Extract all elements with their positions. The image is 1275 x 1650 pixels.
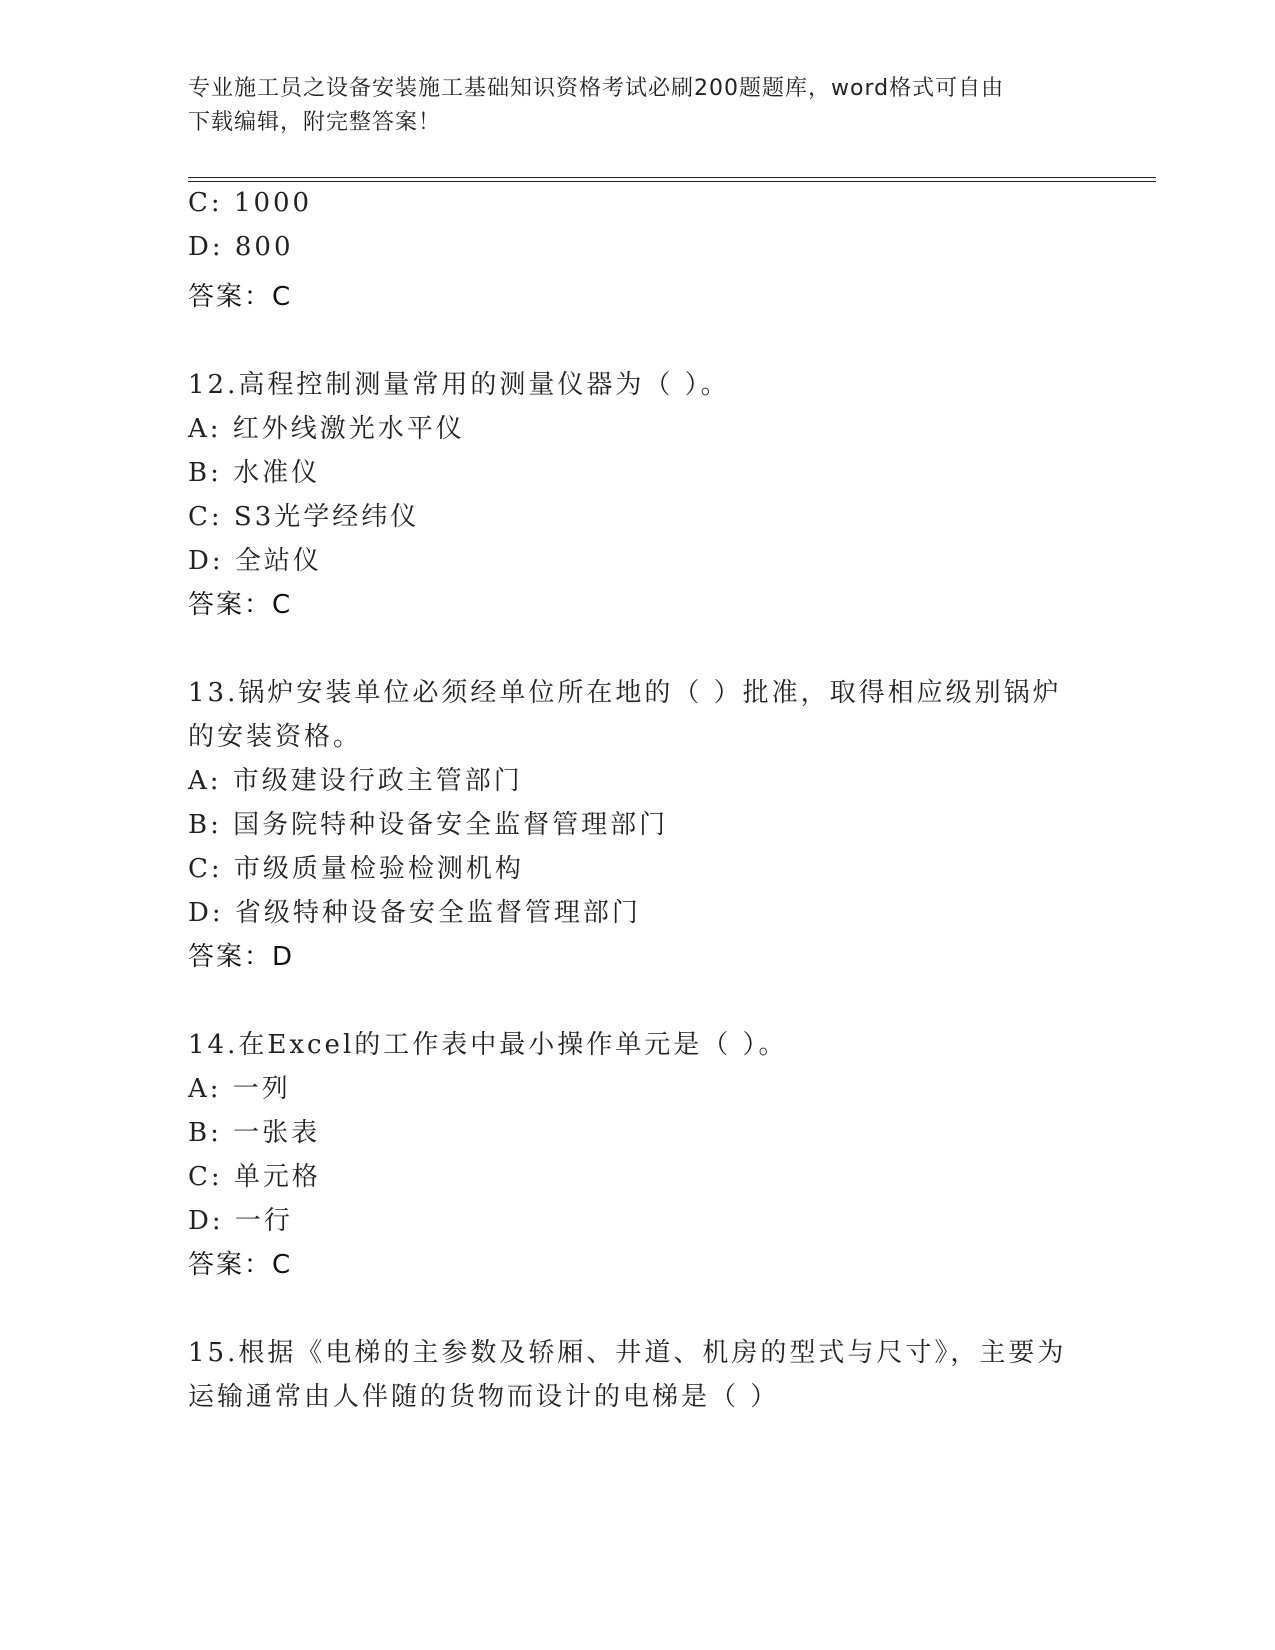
q12-option-d: D: 全站仪 xyxy=(188,546,322,576)
q13-answer: 答案：D xyxy=(188,942,295,972)
header-divider-bottom xyxy=(188,181,1156,182)
q14-option-b: B: 一张表 xyxy=(188,1118,321,1148)
q13-option-c: C: 市级质量检验检测机构 xyxy=(188,854,524,884)
q14-option-d: D: 一行 xyxy=(188,1206,293,1236)
prev-option-d: D: 800 xyxy=(188,232,294,262)
q12-option-a: A: 红外线激光水平仪 xyxy=(188,414,465,444)
q13-stem-line-1: 13.锅炉安装单位必须经单位所在地的（ ）批准，取得相应级别锅炉 xyxy=(188,678,1062,708)
q13-option-b: B: 国务院特种设备安全监督管理部门 xyxy=(188,810,669,840)
q14-option-a: A: 一列 xyxy=(188,1074,291,1104)
q13-stem-line-2: 的安装资格。 xyxy=(188,722,363,752)
header-title-line-2: 下载编辑，附完整答案！ xyxy=(188,110,442,135)
q14-option-c: C: 单元格 xyxy=(188,1162,321,1192)
q15-stem-line-1: 15.根据《电梯的主参数及轿厢、井道、机房的型式与尺寸》，主要为 xyxy=(188,1338,1067,1368)
q13-option-d: D: 省级特种设备安全监督管理部门 xyxy=(188,898,641,928)
q12-option-c: C: S3光学经纬仪 xyxy=(188,502,420,532)
q14-stem: 14.在Excel的工作表中最小操作单元是（ ）。 xyxy=(188,1030,788,1060)
q14-answer: 答案：C xyxy=(188,1250,293,1280)
q12-stem: 12.高程控制测量常用的测量仪器为（ ）。 xyxy=(188,370,730,400)
q13-option-a: A: 市级建设行政主管部门 xyxy=(188,766,523,796)
document-header xyxy=(188,72,1088,140)
header-title-line-1: 专业施工员之设备安装施工基础知识资格考试必刷200题题库，word格式可自由 xyxy=(188,76,1005,101)
prev-option-c: C: 1000 xyxy=(188,188,313,218)
q12-option-b: B: 水准仪 xyxy=(188,458,321,488)
q15-stem-line-2: 运输通常由人伴随的货物而设计的电梯是（ ） xyxy=(188,1382,780,1412)
header-divider-top xyxy=(188,177,1156,178)
prev-answer: 答案：C xyxy=(188,282,293,312)
q12-answer: 答案：C xyxy=(188,590,293,620)
